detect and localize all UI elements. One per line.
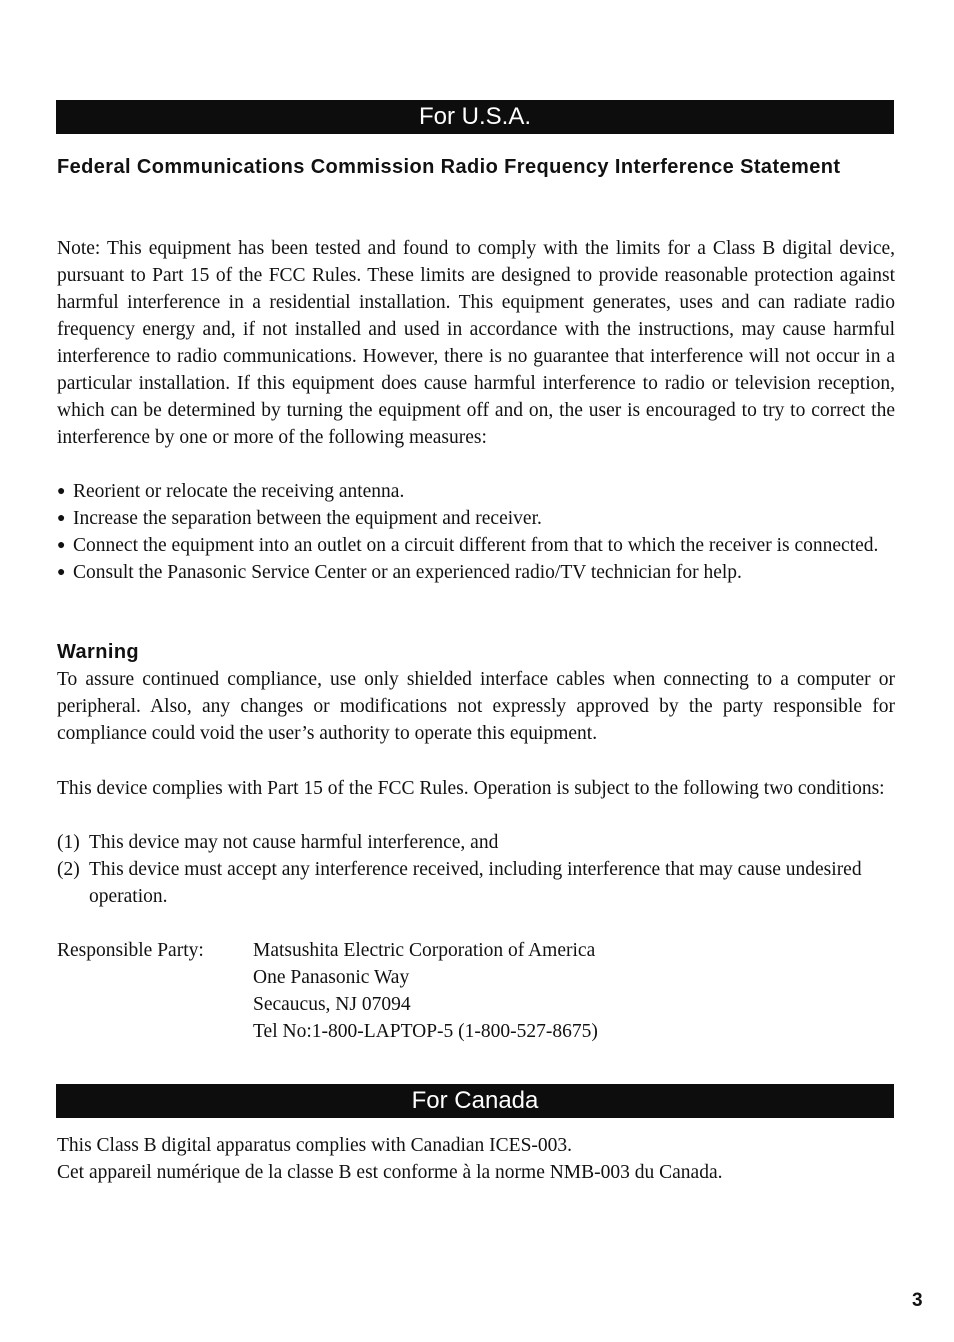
- measures-list: [57, 478, 895, 586]
- warning-paragraph: To assure continued compliance, use only shielded interface cables when connecting to a computer or peripheral. Also, any changes or modifications not expressly approved by the party responsible for compliance could void the user’s authority to operate this equipment.: [57, 669, 895, 744]
- warning-heading: Warning: [57, 641, 140, 663]
- usa-section-banner: For U.S.A.: [56, 100, 894, 134]
- address-line: Secaucus, NJ 07094: [253, 994, 411, 1015]
- fcc-note-paragraph: Note: This equipment has been tested and found to comply with the limits for a Class B digital device, pursuant to Part 15 of the FCC Rules. These limits are designed to provide reasonable protection against harmful interference in a residential installation. This equipment generates, uses and can radiate radio frequency energy and, if not installed and used in accordance with the instructions, may cause harmful interference to radio communications. However, there is no guarantee that interference will not occur in a particular installation. If this equipment does cause harmful interference to radio or television reception, which can be determined by turning the equipment off and on, the user is encouraged to try to correct the interference by one or more of the following measures:: [57, 238, 895, 448]
- address-line: Tel No:1-800-LAPTOP-5 (1-800-527-8675): [253, 1021, 598, 1042]
- conditions-list: [57, 829, 895, 910]
- bullet-icon: ●: [57, 565, 66, 580]
- responsible-party-label: Responsible Party:: [57, 940, 204, 961]
- canada-section-banner: For Canada: [56, 1084, 894, 1118]
- list-item: ● Connect the equipment into an outlet on a circuit different from that to which the receiver is connected.: [57, 532, 895, 559]
- address-line: Matsushita Electric Corporation of America: [253, 940, 596, 961]
- bullet-icon: ●: [57, 511, 66, 526]
- canada-compliance-text: [57, 1132, 895, 1186]
- part15-paragraph: This device complies with Part 15 of the FCC Rules. Operation is subject to the following two conditions:: [57, 778, 885, 799]
- list-item: ● Reorient or relocate the receiving antenna.: [57, 478, 895, 505]
- fcc-statement-heading: Federal Communications Commission Radio Frequency Interference Statement: [57, 156, 841, 178]
- list-item: (2) This device must accept any interference received, including interference that may cause undesired operation.: [57, 859, 862, 907]
- list-item: (1) This device may not cause harmful interference, and: [57, 832, 499, 853]
- canada-line-english: This Class B digital apparatus complies with Canadian ICES-003.: [57, 1135, 573, 1156]
- bullet-icon: ●: [57, 538, 66, 553]
- canada-line-french: Cet appareil numérique de la classe B est conforme à la norme NMB-003 du Canada.: [57, 1162, 723, 1183]
- address-line: One Panasonic Way: [253, 967, 410, 988]
- list-item: ● Consult the Panasonic Service Center or an experienced radio/TV technician for help.: [57, 559, 895, 586]
- responsible-party-address: [253, 937, 598, 1045]
- bullet-icon: ●: [57, 484, 66, 499]
- page-number: 3: [912, 1290, 923, 1311]
- list-item: ● Increase the separation between the equipment and receiver.: [57, 505, 895, 532]
